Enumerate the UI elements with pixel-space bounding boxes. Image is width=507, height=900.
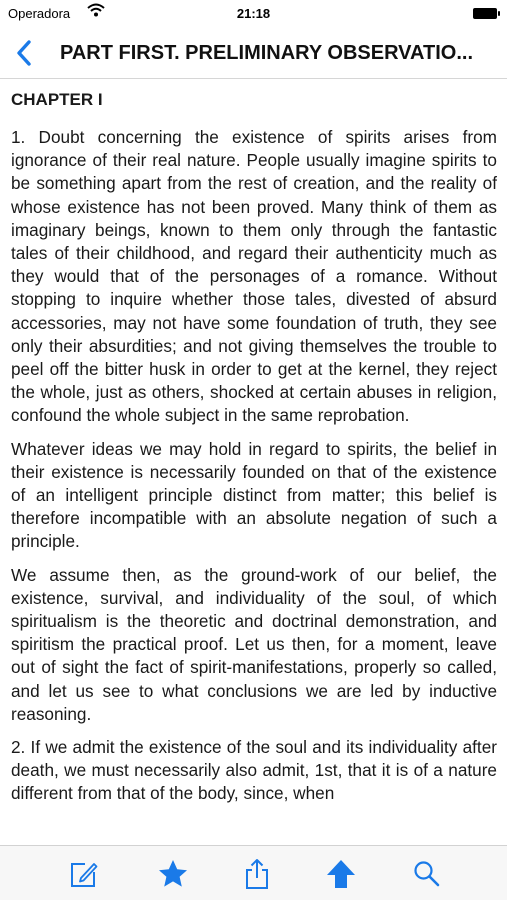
carrier-label: Operadora <box>8 6 71 21</box>
share-button[interactable] <box>241 858 273 890</box>
paragraph: 1. Doubt concerning the existence of spirits arises from ignorance of their real nature. People usually imagine spirits to be something apart from the rest of creation, and the reality of whose existence has not been proved. Many think of them as imaginary beings, known to them only through the fantastic tales of their childhood, and regard their authenticity much as they would that of the personages of a romance. Without stopping to inquire whether those tales, divested of absurd accessories, may not have some foundation of truth, they see only their absurdities; and not giving themselves the trouble to peel off the bitter husk in order to get at the kernel, they reject the whole, just as others, shocked at certain abuses in religion, confound the whole subject in the same reprobation. <box>11 127 497 426</box>
status-time: 21:18 <box>236 6 271 21</box>
back-button[interactable] <box>12 38 38 68</box>
reading-content[interactable] <box>11 82 497 846</box>
bottom-toolbar <box>0 845 507 900</box>
paragraph: 2. If we admit the existence of the soul and its individuality after death, we must necessarily also admit, 1st, that it is of a nature different from that of the body, since, when <box>11 737 497 804</box>
status-bar <box>0 0 507 28</box>
edit-icon <box>67 858 99 890</box>
chapter-heading: CHAPTER I <box>11 90 103 109</box>
navigation-bar <box>0 28 507 79</box>
arrow-up-icon <box>325 858 357 890</box>
paragraph: We assume then, as the ground-work of our belief, the existence, survival, and individuality of the soul, of which spiritualism is the theoretic and doctrinal demonstration, and spiritism the practical proof. Let us then, for a moment, leave out of sight the fact of spirit-manifestations, properly so called, and let us see to what conclusions we are led by inductive reasoning. <box>11 564 497 724</box>
chevron-left-icon <box>12 38 38 68</box>
star-icon <box>157 858 189 890</box>
share-icon <box>241 858 273 890</box>
search-button[interactable] <box>411 858 443 890</box>
battery-icon <box>473 8 497 19</box>
page-title: PART FIRST. PRELIMINARY OBSERVATIO... <box>60 42 473 64</box>
scroll-top-button[interactable] <box>325 858 357 890</box>
edit-button[interactable] <box>67 858 99 890</box>
paragraph: Whatever ideas we may hold in regard to spirits, the belief in their existence is necessarily founded on that of the existence of an intelligent principle distinct from matter; this belief is therefore incompatible with an absolute negation of such a principle. <box>11 438 497 552</box>
bookmark-button[interactable] <box>157 858 189 890</box>
search-icon <box>411 858 443 890</box>
